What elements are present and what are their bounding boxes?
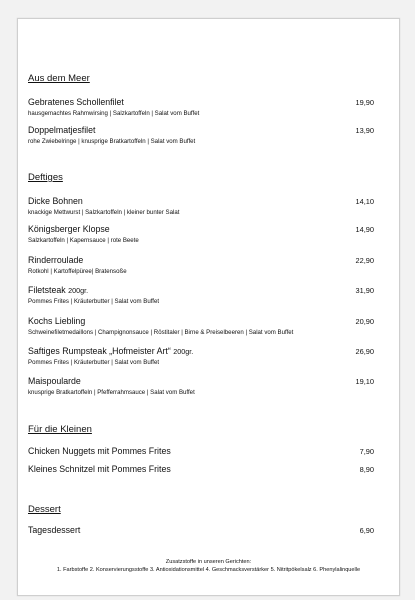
dish-name: Kochs Liebling (28, 316, 86, 326)
dish-description: rohe Zwiebelringe | knusprige Bratkartoffeln | Salat vom Buffet (28, 138, 196, 145)
dish-price: 14,10 (355, 197, 374, 206)
menu-item (28, 97, 374, 117)
dish-description: Salzkartoffeln | Kapernsauce | rote Beete (28, 237, 139, 244)
dish-price: 14,90 (355, 225, 374, 234)
dish-name: Filetsteak 200gr. (28, 285, 89, 295)
dish-price: 8,90 (359, 465, 374, 474)
dish-name: Maispoularde (28, 376, 81, 386)
additives-note (18, 558, 399, 574)
dish-name: Rinderroulade (28, 255, 84, 265)
dish-price: 19,90 (355, 98, 374, 107)
dish-description: Pommes Frites | Kräuterbutter | Salat vom Buffet (28, 359, 160, 366)
menu-item (28, 464, 374, 474)
dish-name: Chicken Nuggets mit Pommes Frites (28, 446, 171, 456)
dish-price: 13,90 (355, 126, 374, 135)
menu-item (28, 316, 374, 336)
dish-name: Doppelmatjesfilet (28, 125, 96, 135)
dish-name: Gebratenes Schollenfilet (28, 97, 124, 107)
section-title-fuer-die-kleinen: Für die Kleinen (28, 424, 92, 435)
section-title-aus-dem-meer: Aus dem Meer (28, 73, 90, 84)
dish-price: 20,90 (355, 317, 374, 326)
menu-item (28, 224, 374, 244)
dish-description: Rotkohl | Kartoffelpüree| Bratensoße (28, 268, 127, 275)
menu-page (17, 18, 400, 596)
dish-unit: 200gr. (68, 286, 89, 295)
additives-heading: Zusatzstoffe in unseren Gerichten: (165, 559, 252, 565)
menu-item (28, 346, 374, 366)
dish-price: 19,10 (355, 377, 374, 386)
dish-description: knackige Mettwurst | Salzkartoffeln | kleiner bunter Salat (28, 209, 180, 216)
dish-price: 22,90 (355, 256, 374, 265)
menu-item (28, 125, 374, 145)
dish-price: 26,90 (355, 347, 374, 356)
dish-name: Kleines Schnitzel mit Pommes Frites (28, 464, 171, 474)
dish-name: Königsberger Klopse (28, 224, 110, 234)
dish-unit: 200gr. (173, 347, 194, 356)
menu-item (28, 376, 374, 396)
menu-item (28, 255, 374, 275)
menu-item (28, 446, 374, 456)
dish-description: hausgemachtes Rahmwirsing | Salzkartoffeln | Salat vom Buffet (28, 110, 200, 117)
dish-description: Schweinefiletmedaillons | Champignonsauce | Röstitaler | Birne & Preiselbeeren | Salat vom Buffet (28, 329, 294, 336)
dish-name: Dicke Bohnen (28, 196, 83, 206)
dish-name: Saftiges Rumpsteak „Hofmeister Art“ 200gr. (28, 346, 194, 356)
dish-name: Tagesdessert (28, 525, 81, 535)
menu-item (28, 525, 374, 535)
menu-item (28, 285, 374, 305)
section-title-dessert: Dessert (28, 504, 61, 515)
section-title-deftiges: Deftiges (28, 172, 63, 183)
menu-item (28, 196, 374, 216)
dish-price: 7,90 (359, 447, 374, 456)
dish-description: Pommes Frites | Kräuterbutter | Salat vom Buffet (28, 298, 160, 305)
dish-price: 31,90 (355, 286, 374, 295)
dish-description: knusprige Bratkartoffeln | Pfefferrahmsauce | Salat vom Buffet (28, 389, 195, 396)
dish-price: 6,90 (359, 526, 374, 535)
additives-list: 1. Farbstoffe 2. Konservierungsstoffe 3. Antioxidationsmittel 4. Geschmacksverstärker 5. Nitritpökelsalz 6. Phenylalinquelle (56, 567, 361, 573)
